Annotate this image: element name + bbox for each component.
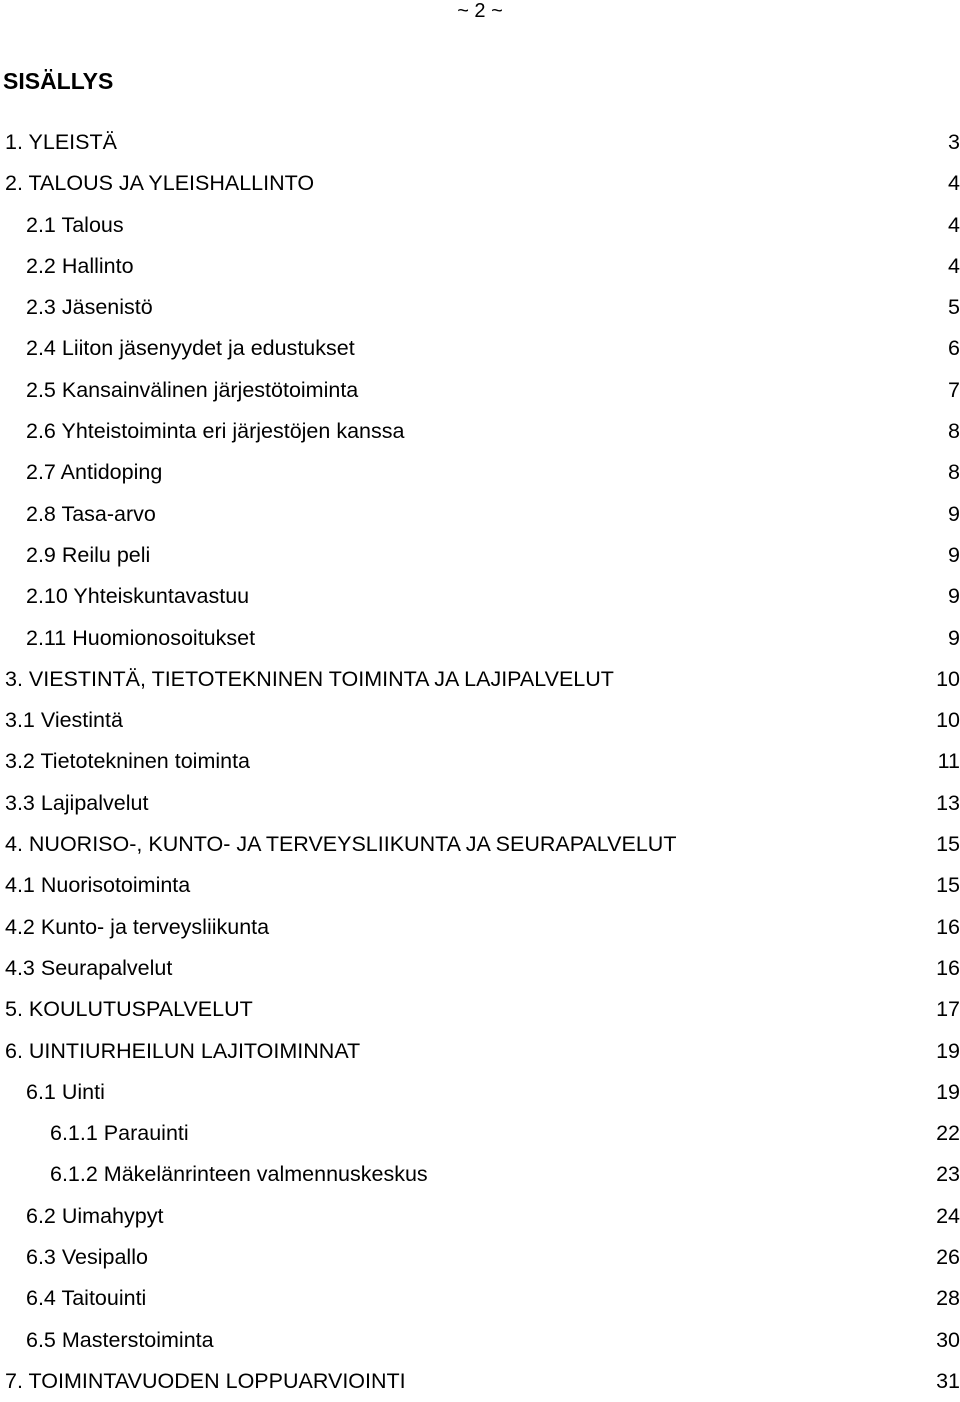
toc-entry-page-number: 9 — [948, 625, 960, 650]
toc-entry-page-number: 4 — [948, 253, 960, 278]
toc-entry[interactable] — [0, 865, 960, 906]
toc-entry-page-number: 31 — [936, 1368, 960, 1393]
toc-entry-label: 2.9 Reilu peli — [26, 542, 151, 567]
toc-entry[interactable] — [0, 824, 960, 865]
toc-entry[interactable] — [0, 205, 960, 246]
toc-entry-page-number: 3 — [948, 130, 960, 154]
toc-entry[interactable] — [0, 122, 960, 163]
toc-entry-label: 2.7 Antidoping — [26, 460, 163, 485]
toc-entry-page-number: 9 — [948, 542, 960, 567]
toc-entry[interactable] — [0, 370, 960, 411]
toc-entry-page-number: 13 — [936, 790, 960, 815]
toc-entry-label: 1. YLEISTÄ — [5, 130, 117, 154]
toc-entry-label: 3.3 Lajipalvelut — [5, 790, 149, 815]
toc-entry-label: 2.3 Jäsenistö — [26, 295, 153, 320]
toc-entry-label: 5. KOULUTUSPALVELUT — [5, 997, 253, 1022]
toc-entry[interactable] — [0, 535, 960, 576]
toc-entry-label: 6.2 Uimahypyt — [26, 1203, 164, 1228]
toc-entry[interactable] — [0, 700, 960, 741]
toc-entry[interactable] — [0, 411, 960, 452]
toc-entry[interactable] — [0, 1278, 960, 1319]
toc-entry[interactable] — [0, 1113, 960, 1154]
toc-entry-page-number: 16 — [936, 914, 960, 939]
toc-entry-label: 2.8 Tasa-arvo — [26, 501, 156, 526]
toc-entry-page-number: 22 — [936, 1121, 960, 1146]
toc-entry-label: 3.1 Viestintä — [5, 708, 123, 733]
toc-entry-page-number: 15 — [936, 832, 960, 857]
toc-entry[interactable] — [0, 1361, 960, 1402]
toc-entry[interactable] — [0, 494, 960, 535]
toc-entry-label: 6.3 Vesipallo — [26, 1245, 148, 1270]
toc-entry[interactable] — [0, 659, 960, 700]
toc-entry[interactable] — [0, 907, 960, 948]
toc-entry-label: 2.10 Yhteiskuntavastuu — [26, 584, 250, 609]
toc-entry-page-number: 16 — [936, 955, 960, 980]
toc-entry-label: 6. UINTIURHEILUN LAJITOIMINNAT — [5, 1038, 361, 1063]
toc-entry-label: 2.2 Hallinto — [26, 253, 134, 278]
toc-entry[interactable] — [0, 246, 960, 287]
toc-entry-page-number: 10 — [936, 666, 960, 691]
toc-entry[interactable] — [0, 1031, 960, 1072]
toc-entry-page-number: 10 — [936, 708, 960, 733]
toc-entry[interactable] — [0, 163, 960, 204]
table-of-contents — [0, 122, 960, 1402]
toc-entry-page-number: 9 — [948, 501, 960, 526]
toc-entry-label: 4. NUORISO-, KUNTO- JA TERVEYSLIIKUNTA JA SEURAPALVELUT — [5, 832, 677, 857]
toc-entry-page-number: 28 — [936, 1286, 960, 1311]
toc-entry-page-number: 5 — [948, 295, 960, 320]
toc-entry-page-number: 11 — [937, 749, 960, 774]
toc-entry-page-number: 19 — [936, 1038, 960, 1063]
toc-title: SISÄLLYS — [3, 68, 114, 94]
toc-entry-label: 7. TOIMINTAVUODEN LOPPUARVIOINTI — [5, 1368, 406, 1393]
toc-entry[interactable] — [0, 1237, 960, 1278]
toc-entry-page-number: 6 — [948, 336, 960, 361]
toc-entry-page-number: 7 — [948, 377, 960, 402]
toc-entry-page-number: 4 — [948, 171, 960, 196]
toc-entry-page-number: 8 — [948, 419, 960, 444]
toc-entry-page-number: 26 — [936, 1245, 960, 1270]
toc-entry[interactable] — [0, 452, 960, 493]
toc-entry-page-number: 19 — [936, 1079, 960, 1104]
toc-entry-label: 2.11 Huomionosoitukset — [26, 625, 256, 650]
page-number: ~ 2 ~ — [457, 0, 503, 22]
toc-entry-label: 2.1 Talous — [26, 212, 124, 237]
toc-entry[interactable] — [0, 1072, 960, 1113]
toc-entry-label: 4.1 Nuorisotoiminta — [5, 873, 191, 898]
toc-entry[interactable] — [0, 783, 960, 824]
toc-entry-label: 6.1 Uinti — [26, 1079, 105, 1104]
toc-entry-label: 3. VIESTINTÄ, TIETOTEKNINEN TOIMINTA JA LAJIPALVELUT — [5, 666, 614, 691]
toc-entry-page-number: 23 — [936, 1162, 960, 1187]
toc-entry-label: 6.4 Taitouinti — [26, 1286, 147, 1311]
toc-entry-page-number: 24 — [936, 1203, 960, 1228]
toc-entry[interactable] — [0, 328, 960, 369]
toc-entry[interactable] — [0, 287, 960, 328]
toc-entry-page-number: 30 — [936, 1327, 960, 1352]
toc-entry[interactable] — [0, 741, 960, 782]
toc-entry-label: 6.1.1 Parauinti — [50, 1121, 189, 1146]
toc-entry[interactable] — [0, 1154, 960, 1195]
toc-entry-label: 2.4 Liiton jäsenyydet ja edustukset — [26, 336, 355, 361]
toc-entry[interactable] — [0, 1196, 960, 1237]
toc-entry-label: 2.5 Kansainvälinen järjestötoiminta — [26, 377, 359, 402]
toc-entry-page-number: 8 — [948, 460, 960, 485]
toc-entry-label: 6.1.2 Mäkelänrinteen valmennuskeskus — [50, 1162, 428, 1187]
toc-entry[interactable] — [0, 576, 960, 617]
toc-entry[interactable] — [0, 989, 960, 1030]
toc-entry-page-number: 4 — [948, 212, 960, 237]
toc-entry-page-number: 15 — [936, 873, 960, 898]
toc-entry-page-number: 9 — [948, 584, 960, 609]
toc-entry-label: 2.6 Yhteistoiminta eri järjestöjen kanssa — [26, 419, 405, 444]
toc-entry-label: 4.2 Kunto- ja terveysliikunta — [5, 914, 270, 939]
toc-entry-page-number: 17 — [936, 997, 960, 1022]
toc-entry-label: 2. TALOUS JA YLEISHALLINTO — [5, 171, 315, 196]
toc-entry[interactable] — [0, 948, 960, 989]
toc-entry-label: 3.2 Tietotekninen toiminta — [5, 749, 251, 774]
toc-entry-label: 6.5 Masterstoiminta — [26, 1327, 214, 1352]
toc-entry[interactable] — [0, 1320, 960, 1361]
toc-entry-label: 4.3 Seurapalvelut — [5, 955, 173, 980]
toc-entry[interactable] — [0, 618, 960, 659]
